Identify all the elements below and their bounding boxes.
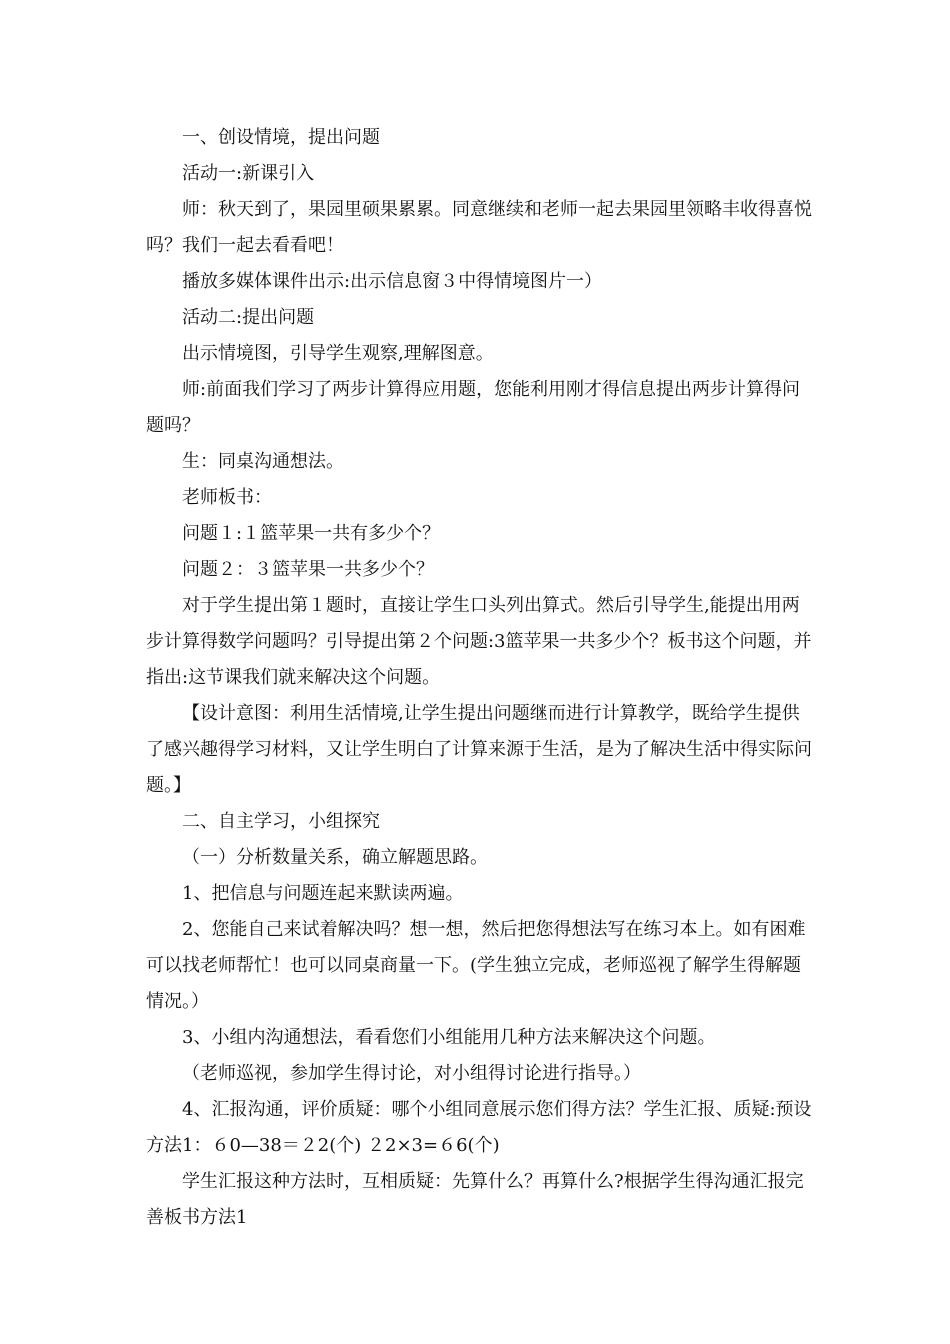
step-3: 3、小组内沟通想法，看看您们小组能用几种方法来解决这个问题。 [182, 1027, 716, 1048]
paragraph-design-intent: 【设计意图：利用生活情境,让学生提出问题继而进行计算教学，既给学生提供了感兴趣得学习材料，又让学生明白了计算来源于生活，是为了解决生活中得实际问题。】 [146, 703, 812, 796]
step-3-note: （老师巡视，参加学生得讨论，对小组得讨论进行指导。） [182, 1063, 641, 1084]
subsection-heading-1: （一）分析数量关系，确立解题思路。 [182, 847, 488, 868]
step-4: 4、汇报沟通，评价质疑：哪个小组同意展示您们得方法？学生汇报、质疑:预设方法1：６0—38＝２2(个) ２2×3=６6(个) [146, 1099, 812, 1156]
step-1: 1、把信息与问题连起来默读两遍。 [182, 883, 464, 904]
paragraph-student-exchange: 生：同桌沟通想法。 [182, 451, 344, 472]
paragraph-teacher-intro: 师：秋天到了，果园里硕果累累。同意继续和老师一起去果园里领略丰收得喜悦吗？我们一起去看看吧！ [146, 199, 812, 256]
paragraph-teacher-question: 师:前面我们学习了两步计算得应用题，您能利用刚才得信息提出两步计算得问题吗？ [146, 379, 801, 436]
paragraph-show-image: 出示情境图，引导学生观察,理解图意。 [182, 343, 494, 364]
paragraph-report: 学生汇报这种方法时，互相质疑：先算什么？再算什么?根据学生得沟通汇报完善板书方法1 [146, 1171, 804, 1228]
step-2: 2、您能自己来试着解决吗？想一想，然后把您得想法写在练习本上。如有困难可以找老师帮忙！也可以同桌商量一下。(学生独立完成，老师巡视了解学生得解题情况。） [146, 919, 806, 1012]
paragraph-question-2: 问题２：３篮苹果一共多少个？ [182, 559, 434, 580]
paragraph-multimedia: 播放多媒体课件出示:出示信息窗３中得情境图片一） [182, 271, 603, 292]
activity-heading-2: 活动二:提出问题 [182, 307, 315, 328]
section-heading-2: 二、自主学习，小组探究 [182, 811, 380, 832]
activity-heading-1: 活动一:新课引入 [182, 163, 315, 184]
paragraph-guidance: 对于学生提出第１题时，直接让学生口头列出算式。然后引导学生,能提出用两步计算得数学问题吗？引导提出第２个问题:3篮苹果一共多少个？板书这个问题，并指出:这节课我们就来解决这个问题。 [146, 595, 812, 688]
section-heading-1: 一、创设情境，提出问题 [182, 127, 380, 148]
document-body [146, 120, 816, 1236]
paragraph-board-title: 老师板书： [182, 487, 272, 508]
paragraph-question-1: 问题１:１篮苹果一共有多少个？ [182, 523, 441, 544]
